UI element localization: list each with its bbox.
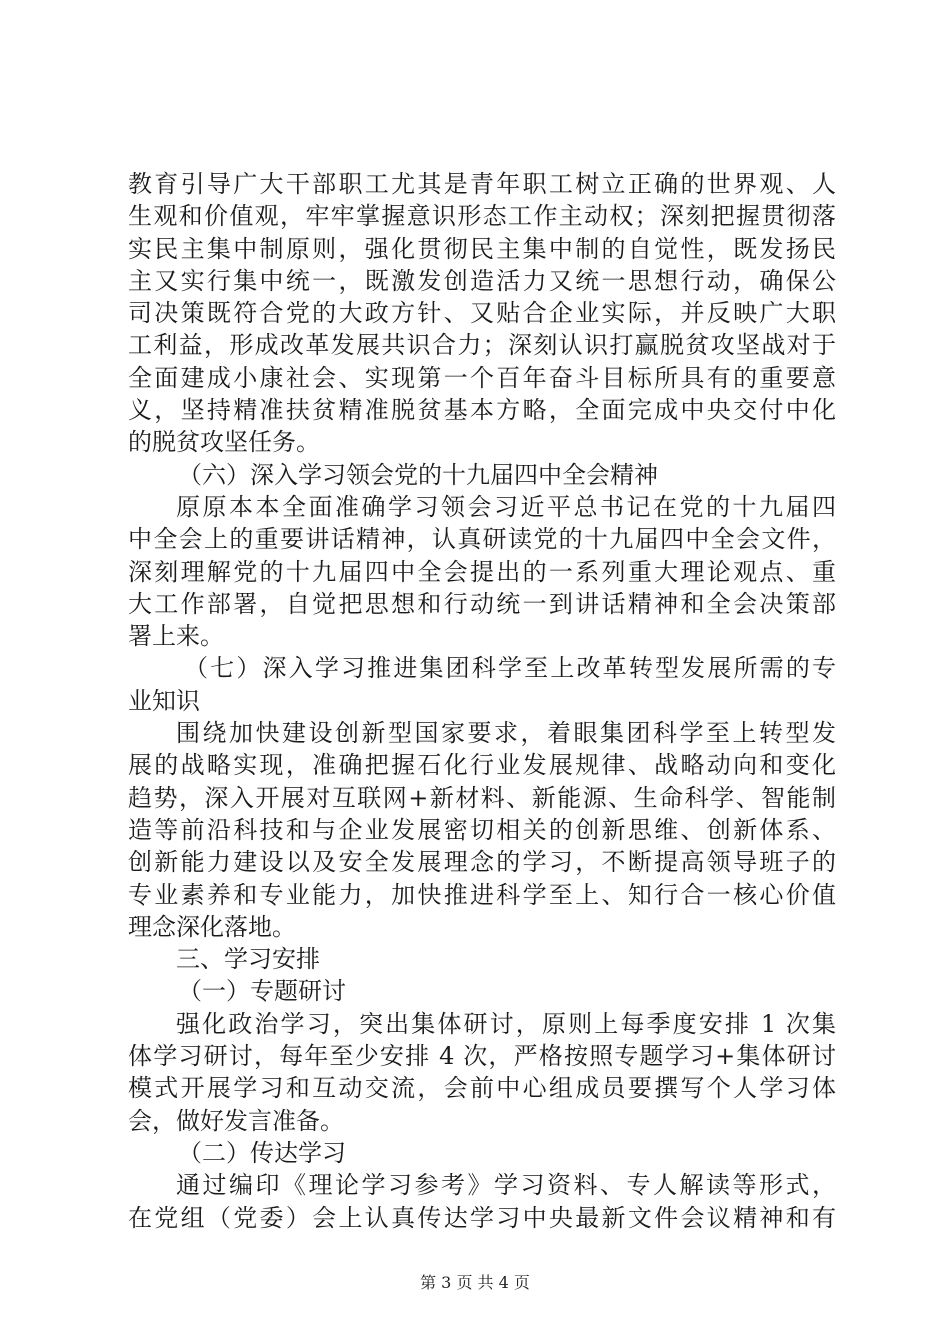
section-heading: （七）深入学习推进集团科学至上改革转型发展所需的专 — [184, 654, 836, 683]
paragraph-line: 体学习研讨，每年至少安排 4 次，严格按照专题学习+集体研讨 — [128, 1042, 836, 1071]
paragraph-line: 生观和价值观，牢牢掌握意识形态工作主动权；深刻把握贯彻落 — [128, 202, 836, 231]
paragraph-line: 通过编印《理论学习参考》学习资料、专人解读等形式， — [176, 1171, 836, 1200]
paragraph-line: 司决策既符合党的大政方针、又贴合企业实际，并反映广大职 — [128, 299, 836, 328]
paragraph-line: 深刻理解党的十九届四中全会提出的一系列重大理论观点、重 — [128, 557, 836, 586]
section-heading: （一）专题研讨 — [178, 977, 346, 1006]
paragraph-line: 在党组（党委）会上认真传达学习中央最新文件会议精神和有 — [128, 1203, 836, 1232]
paragraph-line: 会，做好发言准备。 — [128, 1106, 344, 1135]
paragraph-line: 实民主集中制原则，强化贯彻民主集中制的自觉性，既发扬民 — [128, 234, 836, 263]
paragraph-line: 中全会上的重要讲话精神，认真研读党的十九届四中全会文件， — [128, 525, 836, 554]
paragraph-line: 的脱贫攻坚任务。 — [128, 428, 320, 457]
page-number: 第 3 页 共 4 页 — [420, 1273, 530, 1292]
paragraph-line: 模式开展学习和互动交流，会前中心组成员要撰写个人学习体 — [128, 1074, 836, 1103]
paragraph-line: 强化政治学习，突出集体研讨，原则上每季度安排 1 次集 — [176, 1009, 836, 1038]
section-heading: （六）深入学习领会党的十九届四中全会精神 — [178, 460, 658, 489]
section-heading: （二）传达学习 — [178, 1138, 346, 1167]
paragraph-line: 专业素养和专业能力，加快推进科学至上、知行合一核心价值 — [128, 880, 836, 909]
paragraph-line: 造等前沿科技和与企业发展密切相关的创新思维、创新体系、 — [128, 815, 836, 844]
paragraph-line: 教育引导广大干部职工尤其是青年职工树立正确的世界观、人 — [128, 170, 836, 198]
document-body — [128, 168, 836, 1234]
paragraph-line: 大工作部署，自觉把思想和行动统一到讲话精神和全会决策部 — [128, 589, 836, 618]
paragraph-line: 创新能力建设以及安全发展理念的学习，不断提高领导班子的 — [128, 848, 836, 877]
paragraph-line: 展的战略实现，准确把握石化行业发展规律、战略动向和变化 — [128, 751, 836, 780]
paragraph-line: 理念深化落地。 — [128, 912, 296, 941]
paragraph-line: 原原本本全面准确学习领会习近平总书记在党的十九届四 — [176, 492, 836, 521]
section-heading: 三、学习安排 — [176, 945, 320, 974]
paragraph-line: 趋势，深入开展对互联网+新材料、新能源、生命科学、智能制 — [128, 783, 836, 812]
paragraph-line: 署上来。 — [128, 622, 224, 651]
paragraph-line: 围绕加快建设创新型国家要求，着眼集团科学至上转型发 — [176, 719, 836, 748]
paragraph-line: 工利益，形成改革发展共识合力；深刻认识打赢脱贫攻坚战对于 — [128, 331, 836, 360]
paragraph-line: 全面建成小康社会、实现第一个百年奋斗目标所具有的重要意 — [128, 363, 836, 392]
paragraph-line: 义，坚持精准扶贫精准脱贫基本方略，全面完成中央交付中化 — [128, 396, 836, 425]
section-heading: 业知识 — [128, 686, 200, 715]
paragraph-line: 主又实行集中统一，既激发创造活力又统一思想行动，确保公 — [128, 266, 836, 295]
